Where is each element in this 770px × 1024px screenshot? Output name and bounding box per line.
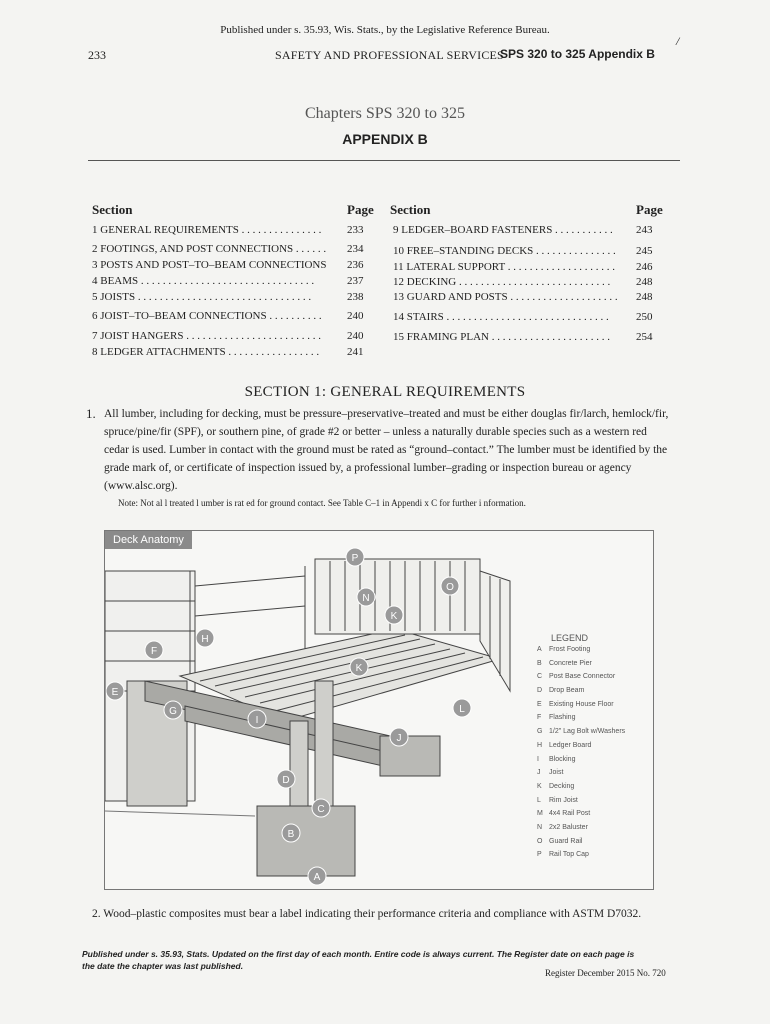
marker-J-label: J [396,733,402,744]
toc-entry[interactable]: 5 JOISTS . . . . . . . . . . . . . . . . . . . . . . . . . . . . . . . . [92,291,312,303]
legend-label: Ledger Board [549,741,592,749]
toc-entry-page: 243 [636,224,653,236]
toc-entry[interactable]: 8 LEDGER ATTACHMENTS . . . . . . . . . . . . . . . . . [92,346,320,358]
toc-entry[interactable]: 12 DECKING . . . . . . . . . . . . . . . . . . . . . . . . . . . . [393,276,611,288]
legend-label: Concrete Pier [549,659,592,667]
item-2 [92,906,672,923]
legend-item [537,769,625,783]
marker-F-label: F [150,646,158,657]
section-1-title: SECTION 1: GENERAL REQUIREMENTS [244,384,526,400]
marker-L [453,699,471,717]
item-1 [86,405,672,495]
marker-O [441,577,459,595]
legend-label: Rail Top Cap [549,851,589,859]
toc-section-heading-left: Section [92,202,133,217]
legend-key: D [537,687,543,695]
toc-entry-page: 236 [347,259,364,271]
toc-entry[interactable]: 7 JOIST HANGERS . . . . . . . . . . . . . . . . . . . . . . . . . [92,330,321,342]
legend-item [537,701,625,715]
legend-label: Blocking [549,755,576,763]
item-2-text: Wood–plastic composites must bear a label indicating their performance criteria and compliance with ASTM D7032. [103,908,642,920]
toc-entry[interactable]: 4 BEAMS . . . . . . . . . . . . . . . . . . . . . . . . . . . . . . . . [92,275,315,287]
legend-item [537,646,625,660]
legend-key: N [537,823,543,831]
item-1-text: All lumber, including for decking, must be pressure–preservative–treated and must be either douglas fir/larch, hemlock/fir, spruce/pine/fir (SPF), or southern pine, of grade #2 or better – unless a naturally durable species such as a western red cedar is used. Lumber in contact with the ground must be rated as “ground–contact.” The lumber must be identified by the grade mark of, or certificate of inspection issued by, a professional lumber–grading or inspection bureau or agency (www.alsc.org). [104,408,669,492]
legend-item [537,851,625,865]
appendix-title: APPENDIX B [342,131,428,147]
toc-entry-page: 246 [636,261,653,273]
footer-published-notice: Published under s. 35.93, Stats. Updated on the first day of each month. Entire code is always current. The Register date on each page is the date the chapter was last published. [82,949,635,971]
toc-entry-page: 254 [636,331,653,343]
legend-item [537,756,625,770]
toc-page-heading-right: Page [636,202,663,217]
marker-G [164,701,182,719]
toc-entry-page: 248 [636,276,653,288]
legend-key: L [537,796,541,804]
legend-item [537,797,625,811]
toc-entry[interactable]: 13 GUARD AND POSTS . . . . . . . . . . . . . . . . . . . . [393,291,618,303]
marker-C-label: C [317,804,325,815]
marker-P-label: P [351,553,359,564]
toc-entry-page: 233 [347,224,364,236]
marker-E [106,682,124,700]
marker-C [312,799,330,817]
legend-item [537,810,625,824]
marker-J [390,728,408,746]
legend-label: 1/2" Lag Bolt w/Washers [549,728,626,736]
legend-label: Guard Rail [549,837,583,845]
legend-label: Existing House Floor [549,700,614,708]
legend-key: F [537,714,542,722]
legend-label: Flashing [549,714,576,722]
chapters-title: Chapters SPS 320 to 325 [304,105,465,122]
legend-item [537,714,625,728]
legend-label: Decking [549,782,575,790]
toc-entry[interactable]: 11 LATERAL SUPPORT . . . . . . . . . . . . . . . . . . . . [393,261,616,273]
legend-key: P [537,851,542,859]
legend-key: E [537,700,542,708]
marker-P [346,548,364,566]
deck-anatomy-figure [104,530,654,890]
toc-entry-page: 245 [636,245,653,257]
toc-entry[interactable]: 2 FOOTINGS, AND POST CONNECTIONS . . . . . . [92,243,327,255]
marker-B [282,824,300,842]
marker-D [277,770,295,788]
legend-label: Drop Beam [549,687,585,695]
toc-entry[interactable]: 14 STAIRS . . . . . . . . . . . . . . . . . . . . . . . . . . . . . . [393,311,609,323]
toc-entry-page: 250 [636,311,653,323]
legend-key: C [537,673,543,681]
toc-entry-page: 237 [347,275,364,287]
toc-entry-page: 248 [636,291,653,303]
legend-item [537,742,625,756]
toc-page-heading-left: Page [347,202,374,217]
legend-key: A [537,646,542,653]
page-number: 233 [88,48,106,62]
marker-B-label: B [287,829,295,840]
marker-K-deck [350,658,368,676]
marker-H [196,629,214,647]
legend-key: M [537,810,543,818]
legend-label: 4x4 Rail Post [549,810,591,818]
legend-title: LEGEND [551,633,589,643]
toc-entry-page: 240 [347,310,364,322]
toc-entry[interactable]: 1 GENERAL REQUIREMENTS . . . . . . . . . . . . . . . [92,224,322,236]
title-rule [88,160,680,161]
toc-entry[interactable]: 3 POSTS AND POST–TO–BEAM CONNECTIONS [92,259,327,271]
legend-key: B [537,659,542,667]
toc-entry-page: 241 [347,346,364,358]
legend-key: G [537,728,543,736]
legend-label: Frost Footing [549,646,591,653]
marker-A [308,867,326,885]
marker-O-label: O [446,582,454,593]
toc-section-heading-right: Section [390,202,431,217]
legend-item [537,838,625,852]
marker-H-label: H [201,634,209,645]
item-1-number: 1. [86,406,96,421]
marker-D-label: D [282,775,290,786]
legend-key: I [537,755,539,763]
figure-title: Deck Anatomy [105,531,192,549]
figure-legend [537,633,625,865]
toc-entry-page: 234 [347,243,364,255]
marker-K-deck-label: K [355,663,363,674]
legend-label: Post Base Connector [549,673,616,681]
toc-entry[interactable]: 6 JOIST–TO–BEAM CONNECTIONS . . . . . . . . . . [92,310,322,322]
legend-key: J [537,769,541,777]
legend-item [537,660,625,674]
marker-K-rail [385,606,403,624]
marker-I [248,710,266,728]
footer-register: Register December 2015 No. 720 [545,968,666,978]
legend-item [537,824,625,838]
published-notice-top: Published under s. 35.93, Wis. Stats., by the Legislative Reference Bureau. [220,24,550,36]
running-chapter-ref: SPS 320 to 325 Appendix B [500,47,655,61]
legend-label: 2x2 Baluster [549,823,588,831]
ground-contact-note: Note: Not al l treated l umber is rat ed for ground contact. See Table C–1 in Appendi x C for further i nformation. [118,498,526,508]
legend-key: H [537,741,543,749]
legend-item [537,673,625,687]
toc-entry[interactable]: 10 FREE–STANDING DECKS . . . . . . . . . . . . . . . [393,245,616,257]
marker-L-label: L [459,704,465,715]
toc-entry-page: 238 [347,291,364,303]
running-title: SAFETY AND PROFESSIONAL SERVICES [275,48,504,62]
legend-key: O [537,837,543,845]
marker-K-rail-label: K [390,611,398,622]
marker-A-label: A [313,872,321,883]
marker-I-label: I [255,715,259,726]
legend-item [537,687,625,701]
toc-entry-page: 240 [347,330,364,342]
marker-N-label: N [362,593,370,604]
legend-label: Joist [549,769,564,777]
legend-item [537,728,625,742]
marker-E-label: E [111,687,119,698]
toc-entry[interactable]: 15 FRAMING PLAN . . . . . . . . . . . . . . . . . . . . . . [393,331,610,343]
legend-key: K [537,782,542,790]
marker-N [357,588,375,606]
toc-entry[interactable]: 9 LEDGER–BOARD FASTENERS . . . . . . . . . . . [393,224,613,236]
margin-mark: / [676,34,680,48]
marker-G-label: G [169,706,177,717]
legend-label: Rim Joist [549,796,578,804]
legend-item [537,783,625,797]
item-2-number: 2. [92,908,101,920]
marker-F [145,641,163,659]
